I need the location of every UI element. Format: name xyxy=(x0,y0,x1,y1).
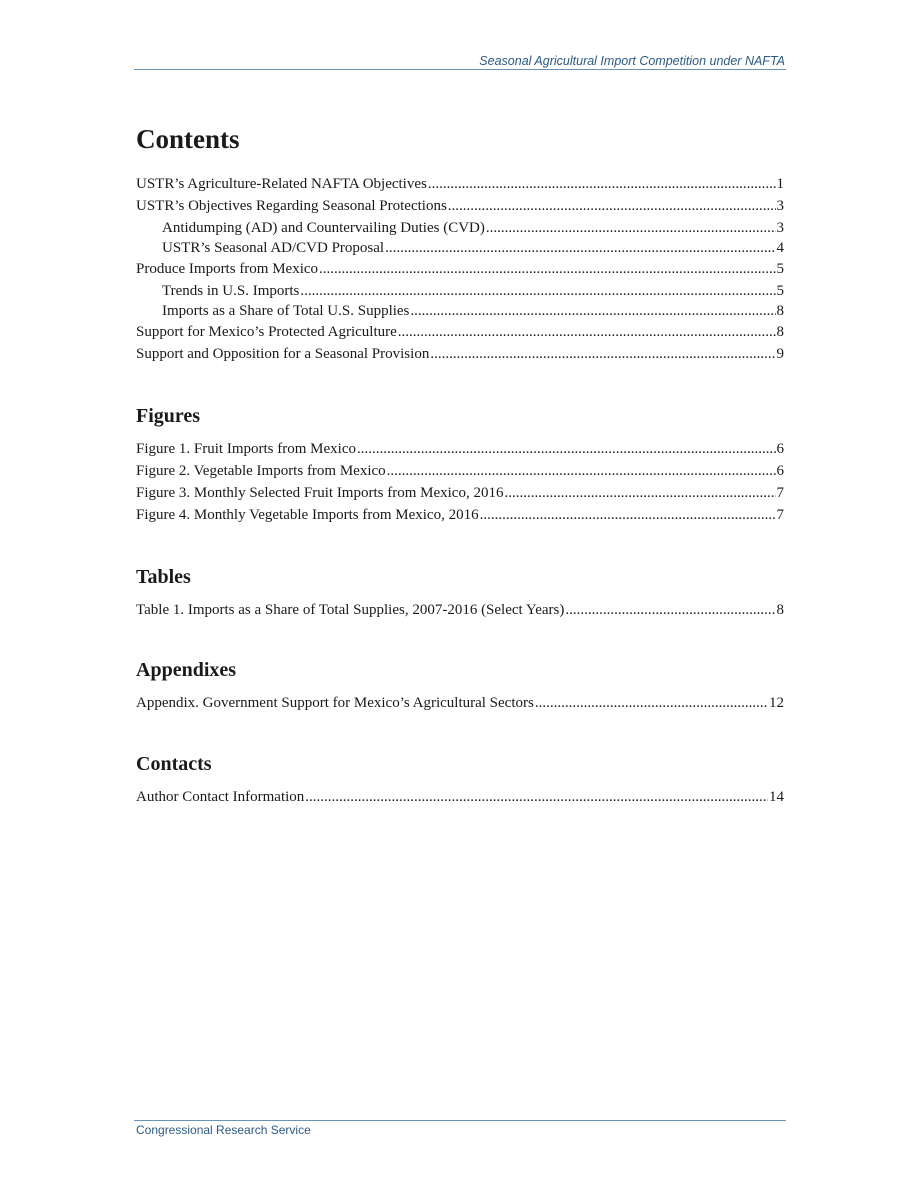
toc-entry-page: 9 xyxy=(776,346,784,362)
dot-leader xyxy=(430,343,775,365)
toc-entry-label: Figure 4. Monthly Vegetable Imports from Mexico, 2016 xyxy=(136,507,479,523)
toc-entry-label: Trends in U.S. Imports xyxy=(162,283,300,299)
toc-entry[interactable] xyxy=(136,786,784,808)
toc-entry-page: 7 xyxy=(776,485,784,501)
toc-entry-label: Appendix. Government Support for Mexico’s Agricultural Sectors xyxy=(136,695,534,711)
appendixes-list xyxy=(136,692,784,714)
toc-entry-label: USTR’s Agriculture-Related NAFTA Objectives xyxy=(136,176,427,192)
tables-heading: Tables xyxy=(136,566,191,588)
toc-entry[interactable] xyxy=(136,438,784,460)
toc-entry-label: Table 1. Imports as a Share of Total Supplies, 2007-2016 (Select Years) xyxy=(136,602,565,618)
toc-entry[interactable] xyxy=(136,258,784,280)
dot-leader xyxy=(319,258,775,280)
dot-leader xyxy=(448,195,776,217)
dot-leader xyxy=(535,692,768,714)
toc-entry-label: Figure 1. Fruit Imports from Mexico xyxy=(136,441,356,457)
dot-leader xyxy=(504,482,775,504)
toc-entry-page: 14 xyxy=(769,789,784,805)
dot-leader xyxy=(300,280,775,302)
contents-heading: Contents xyxy=(136,124,240,154)
toc-entry[interactable] xyxy=(136,343,784,365)
dot-leader xyxy=(480,504,776,526)
toc-entry[interactable] xyxy=(136,173,784,195)
toc-entry-page: 5 xyxy=(776,261,784,277)
toc-subentry[interactable] xyxy=(136,280,784,302)
toc-entry[interactable] xyxy=(136,195,784,217)
contacts-list xyxy=(136,786,784,808)
dot-leader xyxy=(387,460,776,482)
toc-entry-label: Imports as a Share of Total U.S. Supplies xyxy=(162,303,410,319)
toc-entry[interactable] xyxy=(136,482,784,504)
toc-entry-page: 7 xyxy=(776,507,784,523)
toc-entry[interactable] xyxy=(136,692,784,714)
toc-subentry[interactable] xyxy=(136,302,784,321)
toc-entry-page: 6 xyxy=(776,441,784,457)
toc-entry[interactable] xyxy=(136,321,784,343)
toc-entry[interactable] xyxy=(136,460,784,482)
toc-entry-page: 12 xyxy=(769,695,784,711)
dot-leader xyxy=(428,173,776,195)
toc-entry[interactable] xyxy=(136,599,784,621)
toc-entry-page: 8 xyxy=(776,303,784,319)
toc-entry-page: 6 xyxy=(776,463,784,479)
dot-leader xyxy=(357,438,776,460)
toc-subentry[interactable] xyxy=(136,217,784,239)
contents-list xyxy=(136,173,784,365)
dot-leader xyxy=(385,239,775,258)
dot-leader xyxy=(565,599,775,621)
dot-leader xyxy=(305,786,768,808)
figures-list xyxy=(136,438,784,526)
toc-subentry[interactable] xyxy=(136,239,784,258)
toc-entry-page: 5 xyxy=(776,283,784,299)
toc-entry-page: 1 xyxy=(776,176,784,192)
toc-entry-label: USTR’s Objectives Regarding Seasonal Protections xyxy=(136,198,447,214)
toc-entry[interactable] xyxy=(136,504,784,526)
toc-entry-page: 3 xyxy=(776,220,784,236)
toc-entry-label: Support for Mexico’s Protected Agriculture xyxy=(136,324,397,340)
tables-list xyxy=(136,599,784,621)
toc-entry-label: Produce Imports from Mexico xyxy=(136,261,319,277)
appendixes-heading: Appendixes xyxy=(136,659,237,681)
running-header-title: Seasonal Agricultural Import Competition under NAFTA xyxy=(479,54,785,68)
footer-divider xyxy=(134,1120,786,1121)
toc-entry-label: Figure 2. Vegetable Imports from Mexico xyxy=(136,463,386,479)
dot-leader xyxy=(410,302,775,321)
toc-entry-page: 4 xyxy=(776,240,784,256)
dot-leader xyxy=(486,217,776,239)
toc-entry-label: Author Contact Information xyxy=(136,789,305,805)
footer-organization: Congressional Research Service xyxy=(136,1123,311,1137)
toc-entry-page: 3 xyxy=(776,198,784,214)
toc-entry-label: Figure 3. Monthly Selected Fruit Imports from Mexico, 2016 xyxy=(136,485,504,501)
toc-entry-label: Support and Opposition for a Seasonal Provision xyxy=(136,346,430,362)
header-divider xyxy=(134,69,786,70)
toc-entry-label: Antidumping (AD) and Countervailing Duties (CVD) xyxy=(162,220,485,236)
dot-leader xyxy=(398,321,776,343)
figures-heading: Figures xyxy=(136,405,201,427)
toc-entry-page: 8 xyxy=(776,602,784,618)
contacts-heading: Contacts xyxy=(136,753,212,775)
toc-entry-page: 8 xyxy=(776,324,784,340)
toc-entry-label: USTR’s Seasonal AD/CVD Proposal xyxy=(162,240,385,256)
